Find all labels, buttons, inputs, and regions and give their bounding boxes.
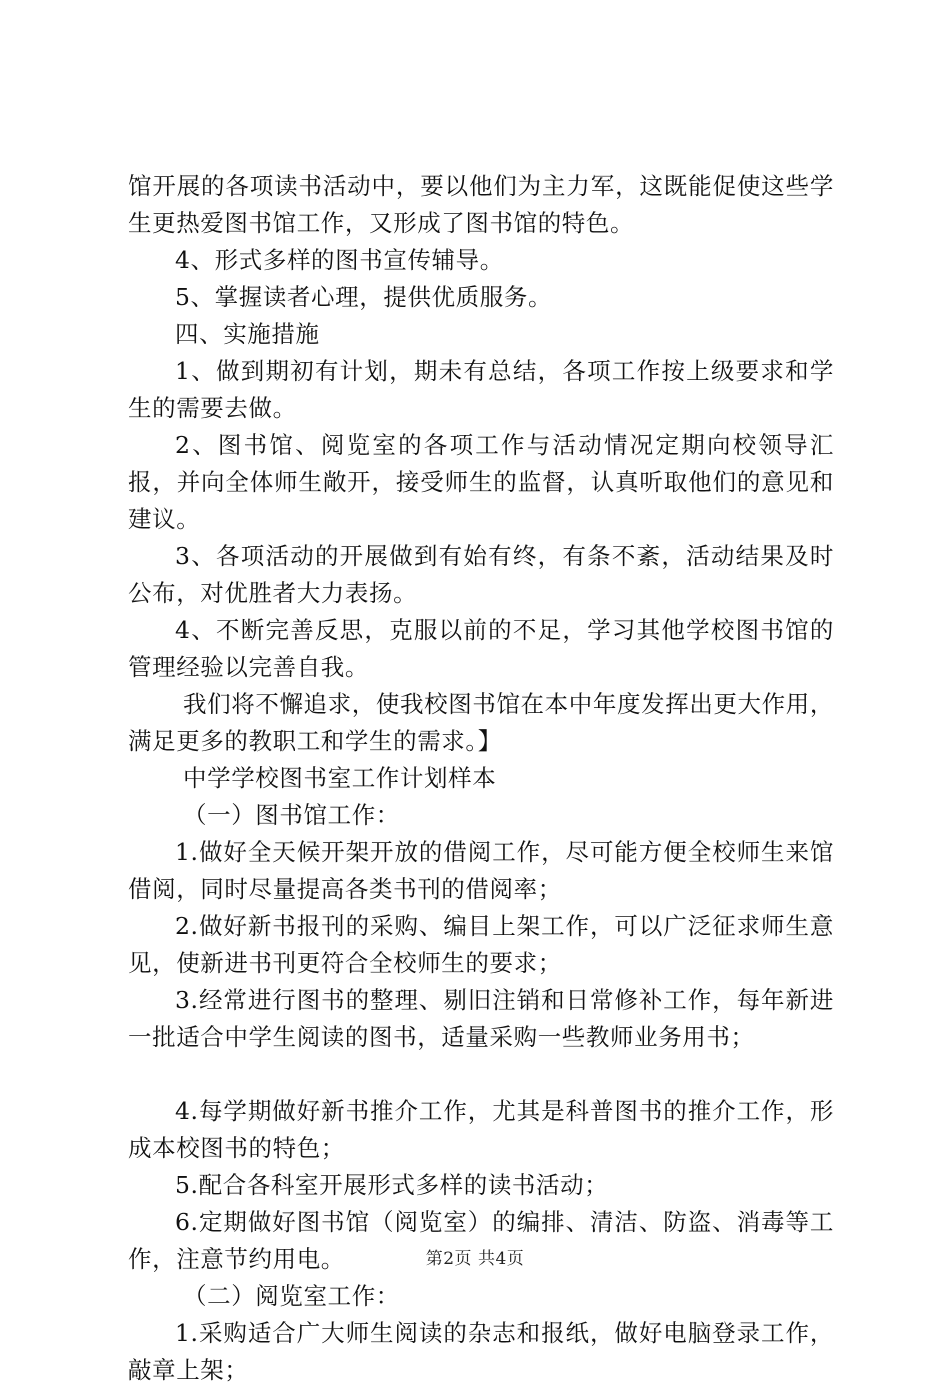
paragraph-20: 1.采购适合广大师生阅读的杂志和报纸，做好电脑登录工作，敲章上架； [128,1319,834,1384]
paragraph-16: 4.每学期做好新书推介工作，尤其是科普图书的推介工作，形成本校图书的特色； [128,1097,834,1162]
paragraph-8: 4、不断完善反思，克服以前的不足，学习其他学校图书馆的管理经验以完善自我。 [128,616,834,681]
page-footer: 第2页 共4页 [425,1249,525,1269]
section-heading-reading-room: （二）阅览室工作： [183,1282,400,1310]
document-body [128,168,834,1389]
paragraph-9: 我们将不懈追求，使我校图书馆在本中年度发挥出更大作用，满足更多的教职工和学生的需求。】 [128,690,834,755]
section-heading-4: 四、实施措施 [175,320,320,348]
paragraph-13: 2.做好新书报刊的采购、编目上架工作，可以广泛征求师生意见，使新进书刊更符合全校师生的要求； [128,912,834,977]
paragraph-12: 1.做好全天候开架开放的借阅工作，尽可能方便全校师生来馆借阅，同时尽量提高各类书刊的借阅率； [128,838,834,903]
document-subtitle: 中学学校图书室工作计划样本 [183,764,497,792]
paragraph-3: 5、掌握读者心理，提供优质服务。 [175,283,553,311]
paragraph-14: 3.经常进行图书的整理、剔旧注销和日常修补工作，每年新进一批适合中学生阅读的图书，适量采购一些教师业务用书； [128,986,834,1051]
paragraph-5: 1、做到期初有计划，期未有总结，各项工作按上级要求和学生的需要去做。 [128,357,834,422]
blank-line [128,1056,834,1093]
section-heading-library: （一）图书馆工作： [183,801,400,829]
paragraph-2: 4、形式多样的图书宣传辅导。 [175,246,504,274]
paragraph-6: 2、图书馆、阅览室的各项工作与活动情况定期向校领导汇报，并向全体师生敞开，接受师生的监督，认真听取他们的意见和建议。 [128,431,834,533]
paragraph-1: 馆开展的各项读书活动中，要以他们为主力军，这既能促使这些学生更热爱图书馆工作，又形成了图书馆的特色。 [128,172,834,237]
paragraph-18: 6.定期做好图书馆（阅览室）的编排、清洁、防盗、消毒等工作，注意节约用电。 [128,1208,834,1273]
paragraph-7: 3、各项活动的开展做到有始有终，有条不紊，活动结果及时公布，对优胜者大力表扬。 [128,542,834,607]
paragraph-17: 5.配合各科室开展形式多样的读书活动； [175,1171,609,1199]
